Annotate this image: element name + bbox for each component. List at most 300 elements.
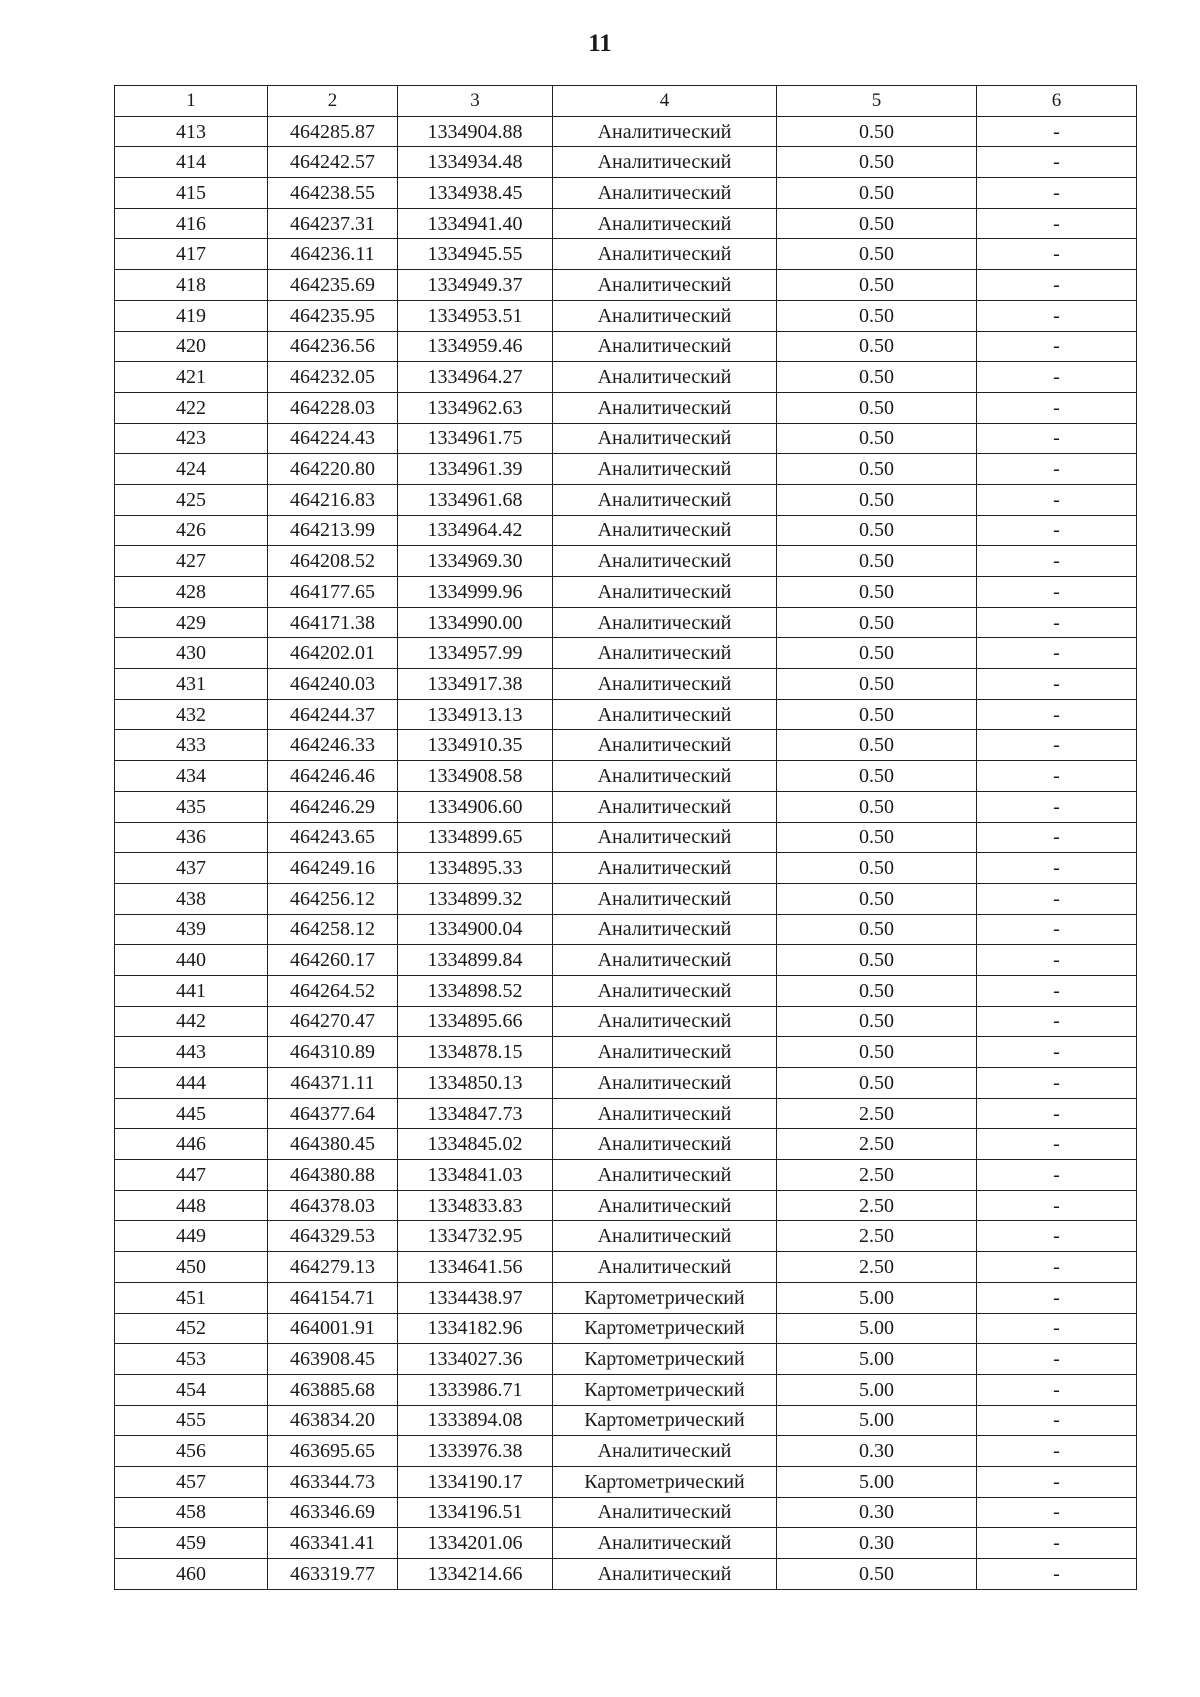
note-cell: - <box>977 1466 1137 1497</box>
point-number-cell: 436 <box>115 822 268 853</box>
point-number-cell: 456 <box>115 1436 268 1467</box>
method-cell: Картометрический <box>553 1405 777 1436</box>
note-cell: - <box>977 699 1137 730</box>
column-header: 5 <box>777 86 977 117</box>
accuracy-cell: 0.50 <box>777 423 977 454</box>
point-number-cell: 440 <box>115 945 268 976</box>
y-coordinate-cell: 1334190.17 <box>398 1466 553 1497</box>
point-number-cell: 414 <box>115 147 268 178</box>
note-cell: - <box>977 454 1137 485</box>
accuracy-cell: 0.50 <box>777 853 977 884</box>
table-row <box>115 761 1137 792</box>
note-cell: - <box>977 1098 1137 1129</box>
method-cell: Аналитический <box>553 730 777 761</box>
table-row <box>115 1252 1137 1283</box>
table-row <box>115 638 1137 669</box>
y-coordinate-cell: 1334961.75 <box>398 423 553 454</box>
method-cell: Аналитический <box>553 1006 777 1037</box>
table-row <box>115 1405 1137 1436</box>
accuracy-cell: 0.30 <box>777 1436 977 1467</box>
table-body <box>115 116 1137 1589</box>
table-row <box>115 116 1137 147</box>
note-cell: - <box>977 761 1137 792</box>
accuracy-cell: 0.50 <box>777 730 977 761</box>
table-row <box>115 822 1137 853</box>
point-number-cell: 417 <box>115 239 268 270</box>
x-coordinate-cell: 464256.12 <box>268 883 398 914</box>
accuracy-cell: 0.50 <box>777 945 977 976</box>
note-cell: - <box>977 362 1137 393</box>
note-cell: - <box>977 791 1137 822</box>
note-cell: - <box>977 270 1137 301</box>
accuracy-cell: 0.50 <box>777 1037 977 1068</box>
point-number-cell: 451 <box>115 1282 268 1313</box>
method-cell: Аналитический <box>553 178 777 209</box>
y-coordinate-cell: 1334899.65 <box>398 822 553 853</box>
table-row <box>115 300 1137 331</box>
x-coordinate-cell: 464249.16 <box>268 853 398 884</box>
point-number-cell: 433 <box>115 730 268 761</box>
method-cell: Аналитический <box>553 546 777 577</box>
y-coordinate-cell: 1334949.37 <box>398 270 553 301</box>
method-cell: Аналитический <box>553 1252 777 1283</box>
table-row <box>115 239 1137 270</box>
note-cell: - <box>977 1221 1137 1252</box>
table-row <box>115 178 1137 209</box>
accuracy-cell: 0.50 <box>777 607 977 638</box>
column-header: 3 <box>398 86 553 117</box>
note-cell: - <box>977 1006 1137 1037</box>
point-number-cell: 430 <box>115 638 268 669</box>
y-coordinate-cell: 1334969.30 <box>398 546 553 577</box>
x-coordinate-cell: 464236.56 <box>268 331 398 362</box>
point-number-cell: 426 <box>115 515 268 546</box>
x-coordinate-cell: 464279.13 <box>268 1252 398 1283</box>
x-coordinate-cell: 464264.52 <box>268 975 398 1006</box>
note-cell: - <box>977 515 1137 546</box>
point-number-cell: 413 <box>115 116 268 147</box>
table-row <box>115 1344 1137 1375</box>
point-number-cell: 431 <box>115 669 268 700</box>
y-coordinate-cell: 1334899.32 <box>398 883 553 914</box>
y-coordinate-cell: 1334906.60 <box>398 791 553 822</box>
table-row <box>115 1466 1137 1497</box>
note-cell: - <box>977 1190 1137 1221</box>
method-cell: Аналитический <box>553 699 777 730</box>
x-coordinate-cell: 464202.01 <box>268 638 398 669</box>
y-coordinate-cell: 1334182.96 <box>398 1313 553 1344</box>
note-cell: - <box>977 1374 1137 1405</box>
method-cell: Аналитический <box>553 300 777 331</box>
accuracy-cell: 0.50 <box>777 1006 977 1037</box>
method-cell: Аналитический <box>553 1160 777 1191</box>
method-cell: Аналитический <box>553 669 777 700</box>
note-cell: - <box>977 331 1137 362</box>
note-cell: - <box>977 1436 1137 1467</box>
x-coordinate-cell: 463344.73 <box>268 1466 398 1497</box>
note-cell: - <box>977 1405 1137 1436</box>
method-cell: Аналитический <box>553 853 777 884</box>
accuracy-cell: 5.00 <box>777 1405 977 1436</box>
y-coordinate-cell: 1333976.38 <box>398 1436 553 1467</box>
y-coordinate-cell: 1334999.96 <box>398 577 553 608</box>
point-number-cell: 458 <box>115 1497 268 1528</box>
note-cell: - <box>977 239 1137 270</box>
note-cell: - <box>977 300 1137 331</box>
table-row <box>115 1129 1137 1160</box>
accuracy-cell: 0.50 <box>777 1559 977 1590</box>
table-row <box>115 730 1137 761</box>
table-row <box>115 1313 1137 1344</box>
point-number-cell: 419 <box>115 300 268 331</box>
note-cell: - <box>977 730 1137 761</box>
y-coordinate-cell: 1334990.00 <box>398 607 553 638</box>
table-row <box>115 331 1137 362</box>
method-cell: Аналитический <box>553 791 777 822</box>
accuracy-cell: 0.50 <box>777 116 977 147</box>
point-number-cell: 459 <box>115 1528 268 1559</box>
method-cell: Картометрический <box>553 1344 777 1375</box>
table-row <box>115 515 1137 546</box>
method-cell: Аналитический <box>553 484 777 515</box>
y-coordinate-cell: 1334201.06 <box>398 1528 553 1559</box>
column-header: 4 <box>553 86 777 117</box>
x-coordinate-cell: 464001.91 <box>268 1313 398 1344</box>
table-row <box>115 1190 1137 1221</box>
x-coordinate-cell: 464270.47 <box>268 1006 398 1037</box>
accuracy-cell: 0.50 <box>777 699 977 730</box>
y-coordinate-cell: 1334917.38 <box>398 669 553 700</box>
method-cell: Аналитический <box>553 362 777 393</box>
note-cell: - <box>977 607 1137 638</box>
accuracy-cell: 0.50 <box>777 147 977 178</box>
accuracy-cell: 5.00 <box>777 1466 977 1497</box>
table-row <box>115 484 1137 515</box>
y-coordinate-cell: 1334913.13 <box>398 699 553 730</box>
point-number-cell: 422 <box>115 392 268 423</box>
x-coordinate-cell: 464246.29 <box>268 791 398 822</box>
method-cell: Аналитический <box>553 1497 777 1528</box>
point-number-cell: 439 <box>115 914 268 945</box>
method-cell: Аналитический <box>553 638 777 669</box>
accuracy-cell: 0.50 <box>777 761 977 792</box>
point-number-cell: 429 <box>115 607 268 638</box>
accuracy-cell: 0.50 <box>777 669 977 700</box>
note-cell: - <box>977 178 1137 209</box>
point-number-cell: 424 <box>115 454 268 485</box>
x-coordinate-cell: 464235.95 <box>268 300 398 331</box>
column-header: 6 <box>977 86 1137 117</box>
method-cell: Аналитический <box>553 515 777 546</box>
note-cell: - <box>977 1344 1137 1375</box>
x-coordinate-cell: 464380.88 <box>268 1160 398 1191</box>
note-cell: - <box>977 975 1137 1006</box>
accuracy-cell: 0.50 <box>777 208 977 239</box>
y-coordinate-cell: 1334941.40 <box>398 208 553 239</box>
table-row <box>115 1160 1137 1191</box>
point-number-cell: 432 <box>115 699 268 730</box>
x-coordinate-cell: 464244.37 <box>268 699 398 730</box>
x-coordinate-cell: 464246.46 <box>268 761 398 792</box>
x-coordinate-cell: 464258.12 <box>268 914 398 945</box>
x-coordinate-cell: 464177.65 <box>268 577 398 608</box>
accuracy-cell: 0.50 <box>777 239 977 270</box>
method-cell: Аналитический <box>553 1129 777 1160</box>
y-coordinate-cell: 1334953.51 <box>398 300 553 331</box>
note-cell: - <box>977 546 1137 577</box>
method-cell: Картометрический <box>553 1466 777 1497</box>
accuracy-cell: 0.50 <box>777 392 977 423</box>
column-header: 2 <box>268 86 398 117</box>
method-cell: Картометрический <box>553 1313 777 1344</box>
note-cell: - <box>977 1252 1137 1283</box>
point-number-cell: 428 <box>115 577 268 608</box>
y-coordinate-cell: 1334438.97 <box>398 1282 553 1313</box>
x-coordinate-cell: 464235.69 <box>268 270 398 301</box>
x-coordinate-cell: 464213.99 <box>268 515 398 546</box>
method-cell: Аналитический <box>553 1190 777 1221</box>
method-cell: Аналитический <box>553 1098 777 1129</box>
x-coordinate-cell: 464237.31 <box>268 208 398 239</box>
point-number-cell: 441 <box>115 975 268 1006</box>
accuracy-cell: 2.50 <box>777 1160 977 1191</box>
method-cell: Аналитический <box>553 914 777 945</box>
y-coordinate-cell: 1334878.15 <box>398 1037 553 1068</box>
method-cell: Аналитический <box>553 1068 777 1099</box>
table-row <box>115 1221 1137 1252</box>
method-cell: Аналитический <box>553 392 777 423</box>
table-row <box>115 546 1137 577</box>
y-coordinate-cell: 1334027.36 <box>398 1344 553 1375</box>
note-cell: - <box>977 638 1137 669</box>
note-cell: - <box>977 1313 1137 1344</box>
x-coordinate-cell: 464310.89 <box>268 1037 398 1068</box>
x-coordinate-cell: 464171.38 <box>268 607 398 638</box>
point-number-cell: 415 <box>115 178 268 209</box>
y-coordinate-cell: 1334732.95 <box>398 1221 553 1252</box>
table-row <box>115 1436 1137 1467</box>
table-row <box>115 1068 1137 1099</box>
y-coordinate-cell: 1334899.84 <box>398 945 553 976</box>
method-cell: Аналитический <box>553 1037 777 1068</box>
method-cell: Аналитический <box>553 1436 777 1467</box>
note-cell: - <box>977 208 1137 239</box>
table-row <box>115 1282 1137 1313</box>
accuracy-cell: 2.50 <box>777 1221 977 1252</box>
point-number-cell: 420 <box>115 331 268 362</box>
point-number-cell: 427 <box>115 546 268 577</box>
y-coordinate-cell: 1334845.02 <box>398 1129 553 1160</box>
table-row <box>115 945 1137 976</box>
point-number-cell: 452 <box>115 1313 268 1344</box>
accuracy-cell: 0.50 <box>777 178 977 209</box>
table-row <box>115 791 1137 822</box>
point-number-cell: 450 <box>115 1252 268 1283</box>
method-cell: Аналитический <box>553 147 777 178</box>
table-row <box>115 1006 1137 1037</box>
note-cell: - <box>977 423 1137 454</box>
x-coordinate-cell: 464380.45 <box>268 1129 398 1160</box>
accuracy-cell: 0.50 <box>777 270 977 301</box>
x-coordinate-cell: 464246.33 <box>268 730 398 761</box>
table-row <box>115 392 1137 423</box>
note-cell: - <box>977 914 1137 945</box>
method-cell: Аналитический <box>553 761 777 792</box>
y-coordinate-cell: 1334847.73 <box>398 1098 553 1129</box>
x-coordinate-cell: 464377.64 <box>268 1098 398 1129</box>
point-number-cell: 416 <box>115 208 268 239</box>
accuracy-cell: 5.00 <box>777 1374 977 1405</box>
note-cell: - <box>977 822 1137 853</box>
table-row <box>115 853 1137 884</box>
accuracy-cell: 0.50 <box>777 822 977 853</box>
accuracy-cell: 2.50 <box>777 1252 977 1283</box>
x-coordinate-cell: 463341.41 <box>268 1528 398 1559</box>
accuracy-cell: 0.50 <box>777 975 977 1006</box>
point-number-cell: 438 <box>115 883 268 914</box>
y-coordinate-cell: 1334957.99 <box>398 638 553 669</box>
note-cell: - <box>977 147 1137 178</box>
accuracy-cell: 0.50 <box>777 791 977 822</box>
table-row <box>115 1037 1137 1068</box>
x-coordinate-cell: 464243.65 <box>268 822 398 853</box>
x-coordinate-cell: 464220.80 <box>268 454 398 485</box>
table-row <box>115 147 1137 178</box>
x-coordinate-cell: 464329.53 <box>268 1221 398 1252</box>
note-cell: - <box>977 1559 1137 1590</box>
x-coordinate-cell: 463885.68 <box>268 1374 398 1405</box>
accuracy-cell: 5.00 <box>777 1344 977 1375</box>
note-cell: - <box>977 853 1137 884</box>
point-number-cell: 435 <box>115 791 268 822</box>
x-coordinate-cell: 463346.69 <box>268 1497 398 1528</box>
y-coordinate-cell: 1334895.33 <box>398 853 553 884</box>
point-number-cell: 448 <box>115 1190 268 1221</box>
y-coordinate-cell: 1334961.39 <box>398 454 553 485</box>
y-coordinate-cell: 1334196.51 <box>398 1497 553 1528</box>
y-coordinate-cell: 1334964.27 <box>398 362 553 393</box>
x-coordinate-cell: 464378.03 <box>268 1190 398 1221</box>
y-coordinate-cell: 1334214.66 <box>398 1559 553 1590</box>
method-cell: Аналитический <box>553 1528 777 1559</box>
note-cell: - <box>977 577 1137 608</box>
x-coordinate-cell: 464232.05 <box>268 362 398 393</box>
y-coordinate-cell: 1334900.04 <box>398 914 553 945</box>
table-row <box>115 270 1137 301</box>
point-number-cell: 445 <box>115 1098 268 1129</box>
point-number-cell: 449 <box>115 1221 268 1252</box>
accuracy-cell: 5.00 <box>777 1313 977 1344</box>
note-cell: - <box>977 1037 1137 1068</box>
method-cell: Аналитический <box>553 454 777 485</box>
point-number-cell: 455 <box>115 1405 268 1436</box>
point-number-cell: 434 <box>115 761 268 792</box>
table-row <box>115 454 1137 485</box>
accuracy-cell: 0.30 <box>777 1528 977 1559</box>
table-row <box>115 914 1137 945</box>
note-cell: - <box>977 116 1137 147</box>
x-coordinate-cell: 464228.03 <box>268 392 398 423</box>
y-coordinate-cell: 1334945.55 <box>398 239 553 270</box>
method-cell: Аналитический <box>553 116 777 147</box>
accuracy-cell: 0.50 <box>777 484 977 515</box>
coordinates-table <box>114 85 1137 1590</box>
y-coordinate-cell: 1334850.13 <box>398 1068 553 1099</box>
accuracy-cell: 2.50 <box>777 1129 977 1160</box>
point-number-cell: 425 <box>115 484 268 515</box>
x-coordinate-cell: 463695.65 <box>268 1436 398 1467</box>
y-coordinate-cell: 1334959.46 <box>398 331 553 362</box>
y-coordinate-cell: 1334938.45 <box>398 178 553 209</box>
accuracy-cell: 0.50 <box>777 515 977 546</box>
table-row <box>115 1559 1137 1590</box>
y-coordinate-cell: 1334964.42 <box>398 515 553 546</box>
accuracy-cell: 0.50 <box>777 546 977 577</box>
point-number-cell: 457 <box>115 1466 268 1497</box>
method-cell: Аналитический <box>553 270 777 301</box>
y-coordinate-cell: 1334898.52 <box>398 975 553 1006</box>
accuracy-cell: 0.50 <box>777 331 977 362</box>
y-coordinate-cell: 1334908.58 <box>398 761 553 792</box>
table-row <box>115 208 1137 239</box>
note-cell: - <box>977 945 1137 976</box>
note-cell: - <box>977 1160 1137 1191</box>
table-row <box>115 423 1137 454</box>
y-coordinate-cell: 1334841.03 <box>398 1160 553 1191</box>
note-cell: - <box>977 1497 1137 1528</box>
x-coordinate-cell: 464242.57 <box>268 147 398 178</box>
method-cell: Аналитический <box>553 577 777 608</box>
point-number-cell: 443 <box>115 1037 268 1068</box>
note-cell: - <box>977 883 1137 914</box>
method-cell: Аналитический <box>553 883 777 914</box>
x-coordinate-cell: 464260.17 <box>268 945 398 976</box>
point-number-cell: 418 <box>115 270 268 301</box>
point-number-cell: 423 <box>115 423 268 454</box>
x-coordinate-cell: 464154.71 <box>268 1282 398 1313</box>
method-cell: Аналитический <box>553 208 777 239</box>
table-row <box>115 577 1137 608</box>
method-cell: Аналитический <box>553 945 777 976</box>
y-coordinate-cell: 1334962.63 <box>398 392 553 423</box>
accuracy-cell: 0.50 <box>777 362 977 393</box>
method-cell: Аналитический <box>553 607 777 638</box>
table-row <box>115 362 1137 393</box>
accuracy-cell: 2.50 <box>777 1190 977 1221</box>
y-coordinate-cell: 1334895.66 <box>398 1006 553 1037</box>
method-cell: Аналитический <box>553 423 777 454</box>
note-cell: - <box>977 1068 1137 1099</box>
accuracy-cell: 0.50 <box>777 914 977 945</box>
x-coordinate-cell: 463319.77 <box>268 1559 398 1590</box>
table-row <box>115 1374 1137 1405</box>
x-coordinate-cell: 464240.03 <box>268 669 398 700</box>
x-coordinate-cell: 463908.45 <box>268 1344 398 1375</box>
method-cell: Картометрический <box>553 1374 777 1405</box>
table-row <box>115 669 1137 700</box>
accuracy-cell: 2.50 <box>777 1098 977 1129</box>
note-cell: - <box>977 1129 1137 1160</box>
y-coordinate-cell: 1333894.08 <box>398 1405 553 1436</box>
table-row <box>115 699 1137 730</box>
point-number-cell: 442 <box>115 1006 268 1037</box>
point-number-cell: 454 <box>115 1374 268 1405</box>
y-coordinate-cell: 1333986.71 <box>398 1374 553 1405</box>
y-coordinate-cell: 1334961.68 <box>398 484 553 515</box>
method-cell: Аналитический <box>553 239 777 270</box>
accuracy-cell: 0.50 <box>777 454 977 485</box>
point-number-cell: 421 <box>115 362 268 393</box>
